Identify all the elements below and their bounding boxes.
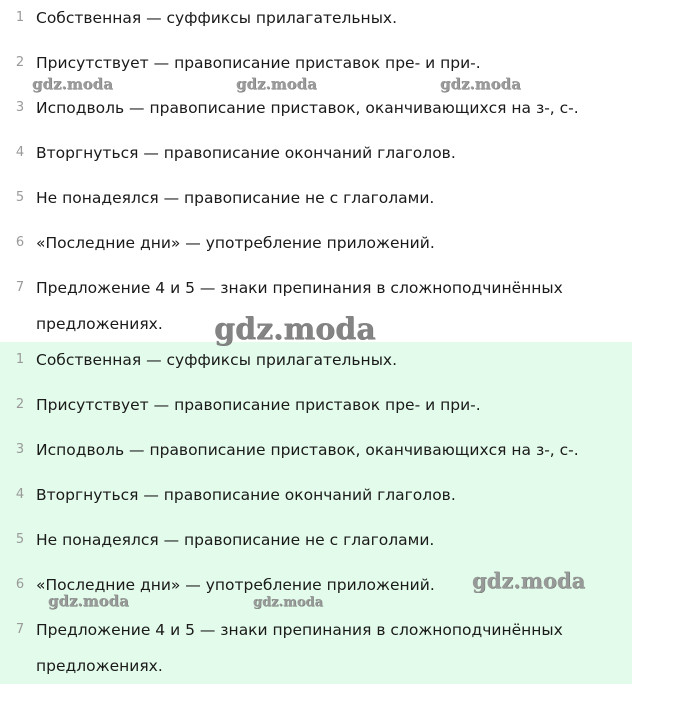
item-number: 6 <box>15 577 25 592</box>
item-text: Вторгнуться — правописание окончаний глаголов. <box>36 486 456 504</box>
item-text: Предложение 4 и 5 — знаки препинания в сложноподчинённых предложениях. <box>36 621 563 675</box>
item-text: «Последние дни» — употребление приложений. <box>36 576 435 594</box>
item-text: Присутствует — правописание приставок пре- и при-. <box>36 396 481 414</box>
watermark-logo: gdz.moda <box>253 595 324 610</box>
item-number: 1 <box>15 10 25 25</box>
item-text: Предложение 4 и 5 — знаки препинания в сложноподчинённых предложениях. <box>36 279 563 333</box>
item-number: 7 <box>15 280 25 295</box>
item-number: 4 <box>15 487 25 502</box>
watermark-logo: gdz.moda <box>236 75 317 93</box>
item-number: 5 <box>15 532 25 547</box>
item-text: Исподволь — правописание приставок, оканчивающихся на з-, с-. <box>36 99 579 117</box>
item-number: 7 <box>15 622 25 637</box>
watermark-logo: gdz.moda <box>32 75 113 93</box>
item-text: Присутствует — правописание приставок пре- и при-. <box>36 54 481 72</box>
item-number: 2 <box>15 55 25 70</box>
item-text: Вторгнуться — правописание окончаний глаголов. <box>36 144 456 162</box>
item-number: 2 <box>15 397 25 412</box>
answer-list-2 <box>0 342 632 684</box>
answer-list-1 <box>0 0 632 342</box>
item-text: Не понадеялся — правописание не с глаголами. <box>36 189 435 207</box>
item-number: 3 <box>15 100 25 115</box>
item-text: Собственная — суффиксы прилагательных. <box>36 351 398 369</box>
item-text: Исподволь — правописание приставок, оканчивающихся на з-, с-. <box>36 441 579 459</box>
item-text: Не понадеялся — правописание не с глаголами. <box>36 531 435 549</box>
watermark-logo: gdz.moda <box>472 568 586 593</box>
watermark-logo: gdz.moda <box>214 312 376 347</box>
item-number: 6 <box>15 235 25 250</box>
watermark-logo: gdz.moda <box>48 592 129 610</box>
item-text: Собственная — суффиксы прилагательных. <box>36 9 398 27</box>
item-number: 4 <box>15 145 25 160</box>
item-number: 5 <box>15 190 25 205</box>
item-number: 1 <box>15 352 25 367</box>
watermark-logo: gdz.moda <box>440 75 521 93</box>
item-text: «Последние дни» — употребление приложений. <box>36 234 435 252</box>
item-number: 3 <box>15 442 25 457</box>
